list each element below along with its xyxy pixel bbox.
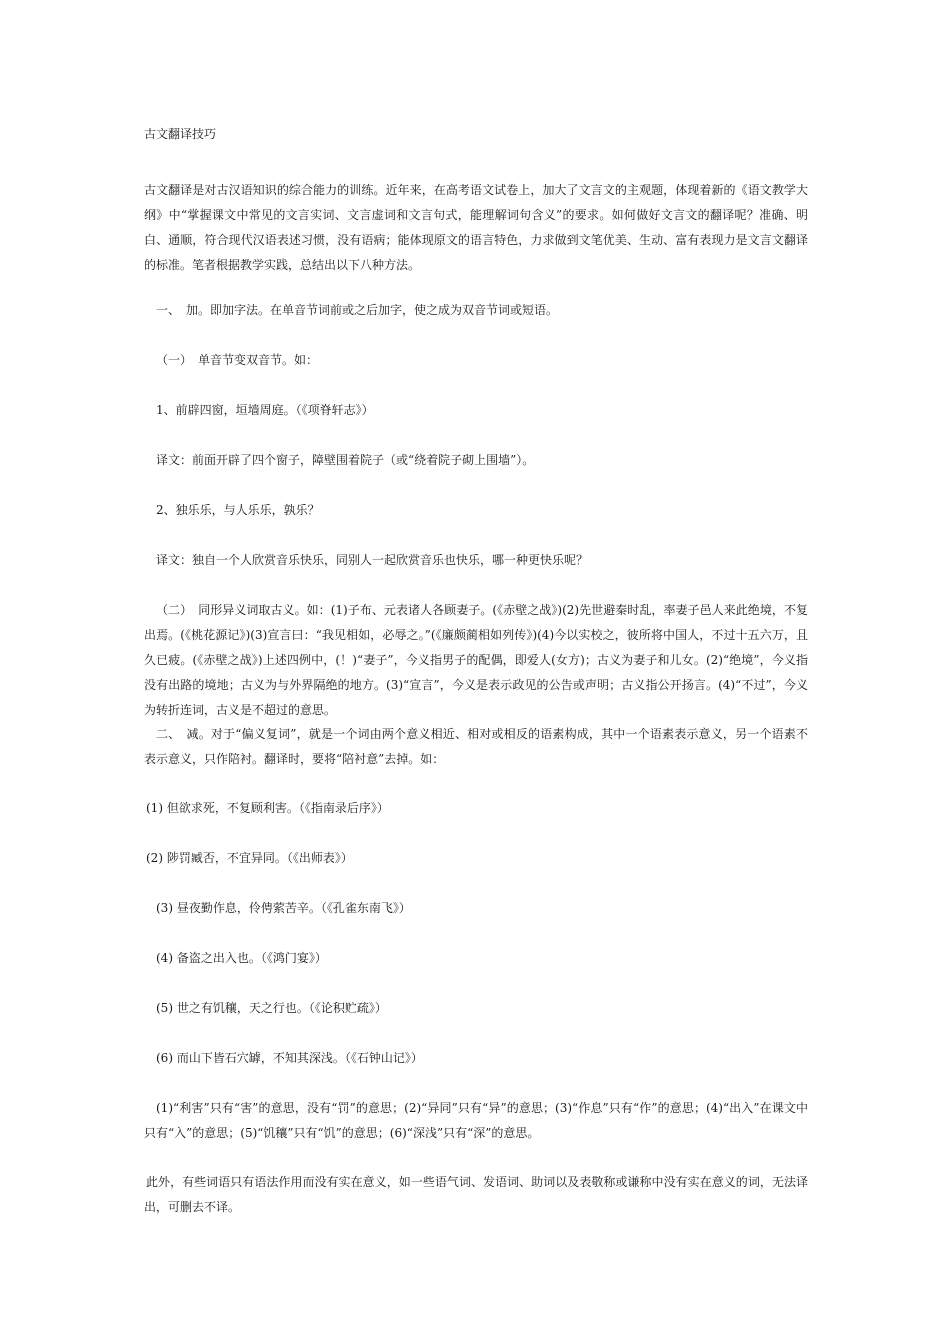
list-item: (1) 但欲求死，不复顾利害。（《指南录后序》） [146, 801, 389, 815]
example-2-translation: 译文：独自一个人欣赏音乐快乐，同别人一起欣赏音乐也快乐，哪一种更快乐呢？ [156, 553, 589, 567]
list-item: (2) 陟罚臧否，不宜异同。（《出师表》） [146, 851, 353, 865]
list-item: (6) 而山下皆石穴罅，不知其深浅。（《石钟山记》） [156, 1051, 423, 1065]
example-explanation: (1)“利害”只有“害”的意思，没有“罚”的意思；(2)“异同”只有“异”的意思；(3)“作息”只有“作”的意思；(4)“出入”在课文中只有“入”的意思；(5)“饥穰”只有“饥”的意思；(6)“深浅”只有“深”的意思。 [144, 1101, 808, 1140]
list-item: (3) 昼夜勤作息，伶俜萦苦辛。（《孔雀东南飞》） [156, 901, 411, 915]
list-item: (4) 备盗之出入也。（《鸿门宴》） [156, 951, 327, 965]
section-1-heading: 一、 加。即加字法。在单音节词前或之后加字，使之成为双音节词或短语。 [156, 303, 559, 317]
example-1-translation: 译文：前面开辟了四个窗子，障壁围着院子（或“绕着院子砌上围墙”）。 [156, 453, 535, 467]
list-item: (5) 世之有饥穰，天之行也。（《论积贮疏》） [156, 1001, 387, 1015]
document-title: 古文翻译技巧 [144, 127, 217, 141]
closing-paragraph: 此外，有些词语只有语法作用而没有实在意义，如一些语气词、发语词、助词以及表敬称或谦称中没有实在意义的词，无法译出，可删去不译。 [144, 1175, 808, 1214]
example-2: 2、独乐乐，与人乐乐，孰乐？ [156, 503, 320, 517]
section-1-subheading-1: （一） 单音节变双音节。如： [156, 353, 319, 367]
section-2-heading: 二、 减。对于“偏义复词”，就是一个词由两个意义相近、相对或相反的语素构成，其中一个语素表示意义，另一个语素不表示意义，只作陪衬。翻译时，要将“陪衬意”去掉。如： [144, 727, 808, 766]
intro-paragraph: 古文翻译是对古汉语知识的综合能力的训练。近年来，在高考语文试卷上，加大了文言文的主观题，体现着新的《语文教学大纲》中“掌握课文中常见的文言实词、文言虚词和文言句式，能理解词句含义”的要求。如何做好文言文的翻译呢？准确、明白、通顺，符合现代汉语表述习惯，没有语病；能体现原文的语言特色，力求做到文笔优美、生动、富有表现力是文言文翻译的标准。笔者根据教学实践，总结出以下八种方法。 [144, 183, 808, 272]
example-1: 1、前辟四窗，垣墙周庭。（《项脊轩志》） [156, 403, 374, 417]
section-1-subheading-2: （二） 同形异义词取古义。如：(1)子布、元表诸人各顾妻子。(《赤壁之战》)(2)先世避秦时乱，率妻子邑人来此绝境，不复出焉。(《桃花源记》)(3)宣言曰：“我见相如，必辱之。”(《廉颇蔺相如列传》)(4)今以实校之，彼所将中国人，不过十五六万，且久已疲。(《赤壁之战》)上述四例中，(！)“妻子”，今义指男子的配偶，即爱人(女方)；古义为妻子和儿女。(2)“绝境”，今义指没有出路的境地；古义为与外界隔绝的地方。(3)“宣言”，今义是表示政见的公告或声明；古义指公开扬言。(4)“不过”，今义为转折连词，古义是不超过的意思。 [144, 603, 808, 717]
